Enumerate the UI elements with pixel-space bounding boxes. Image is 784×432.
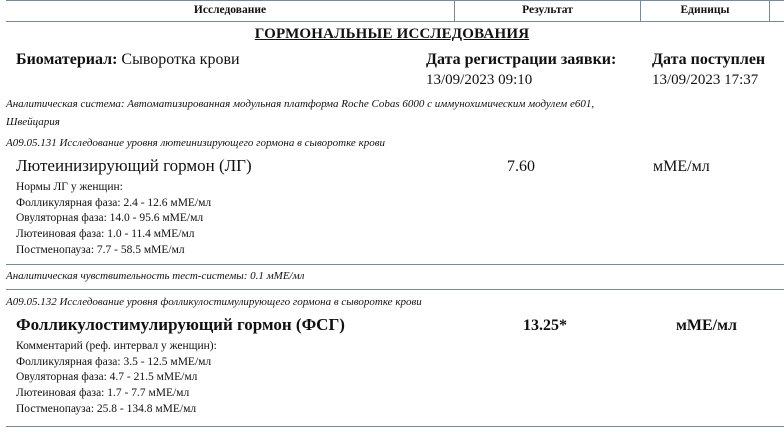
registration-date-label: Дата регистрации заявки: [426, 51, 617, 68]
column-header-study: Исследование [193, 4, 267, 16]
norm-line: Комментарий (реф. интервал у женщин): [16, 340, 217, 352]
analytic-system-line-1: Аналитическая система: Автоматизированная модульная платформа Roche Cobas 6000 с иммунохимическим модулем e601, [6, 98, 595, 110]
analytic-system-line-2: Швейцария [6, 116, 60, 128]
norm-line: Постменопауза: 25.8 - 134.8 мМЕ/мл [16, 402, 197, 415]
lh-reference-norms [16, 180, 211, 259]
lh-result-value: 7.60 [507, 158, 535, 175]
table-header [6, 0, 784, 22]
norm-line: Лютеиновая фаза: 1.7 - 7.7 мМЕ/мл [16, 387, 190, 400]
norm-line: Фолликулярная фаза: 3.5 - 12.5 мМЕ/мл [16, 355, 212, 368]
fsh-result-value: 13.25* [523, 317, 567, 334]
norm-line: Нормы ЛГ у женщин: [16, 181, 123, 193]
fsh-test-name: Фолликулостимулирующий гормон (ФСГ) [16, 315, 345, 334]
column-header-result: Результат [522, 4, 573, 16]
registration-date-value: 13/09/2023 09:10 [426, 72, 533, 88]
norm-line: Фолликулярная фаза: 2.4 - 12.6 мМЕ/мл [16, 196, 212, 209]
biomaterial-row [16, 51, 240, 69]
section-title: ГОРМОНАЛЬНЫЕ ИССЛЕДОВАНИЯ [254, 26, 530, 42]
lh-test-code: A09.05.131 Исследование уровня лютеинизирующего гормона в сыворотке крови [6, 137, 385, 149]
norm-line: Овуляторная фаза: 14.0 - 95.6 мМЕ/мл [16, 212, 204, 225]
receipt-date-label: Дата поступлен [652, 51, 766, 68]
row-separator [6, 264, 784, 265]
fsh-reference-norms [16, 339, 217, 418]
biomaterial-label: Биоматериал: [16, 51, 118, 68]
column-divider [769, 1, 770, 21]
norm-line: Постменопауза: 7.7 - 58.5 мМЕ/мл [16, 243, 185, 256]
receipt-date-value: 13/09/2023 17:37 [652, 72, 759, 88]
fsh-units: мМЕ/мл [676, 317, 737, 334]
column-header-units: Единицы [680, 4, 730, 16]
row-separator [6, 426, 784, 427]
norm-line: Лютеиновая фаза: 1.0 - 11.4 мМЕ/мл [16, 228, 195, 241]
lh-units: мМЕ/мл [653, 158, 710, 175]
lh-analytic-sensitivity: Аналитическая чувствительность тест-системы: 0.1 мМЕ/мл [6, 270, 305, 282]
row-separator [6, 289, 784, 290]
biomaterial-value: Сыворотка крови [121, 51, 240, 68]
norm-line: Овуляторная фаза: 4.7 - 21.5 мМЕ/мл [16, 371, 198, 384]
lh-test-name: Лютеинизирующий гормон (ЛГ) [16, 156, 252, 175]
fsh-test-code: A09.05.132 Исследование уровня фолликулостимулирующего гормона в сыворотке крови [6, 296, 422, 308]
